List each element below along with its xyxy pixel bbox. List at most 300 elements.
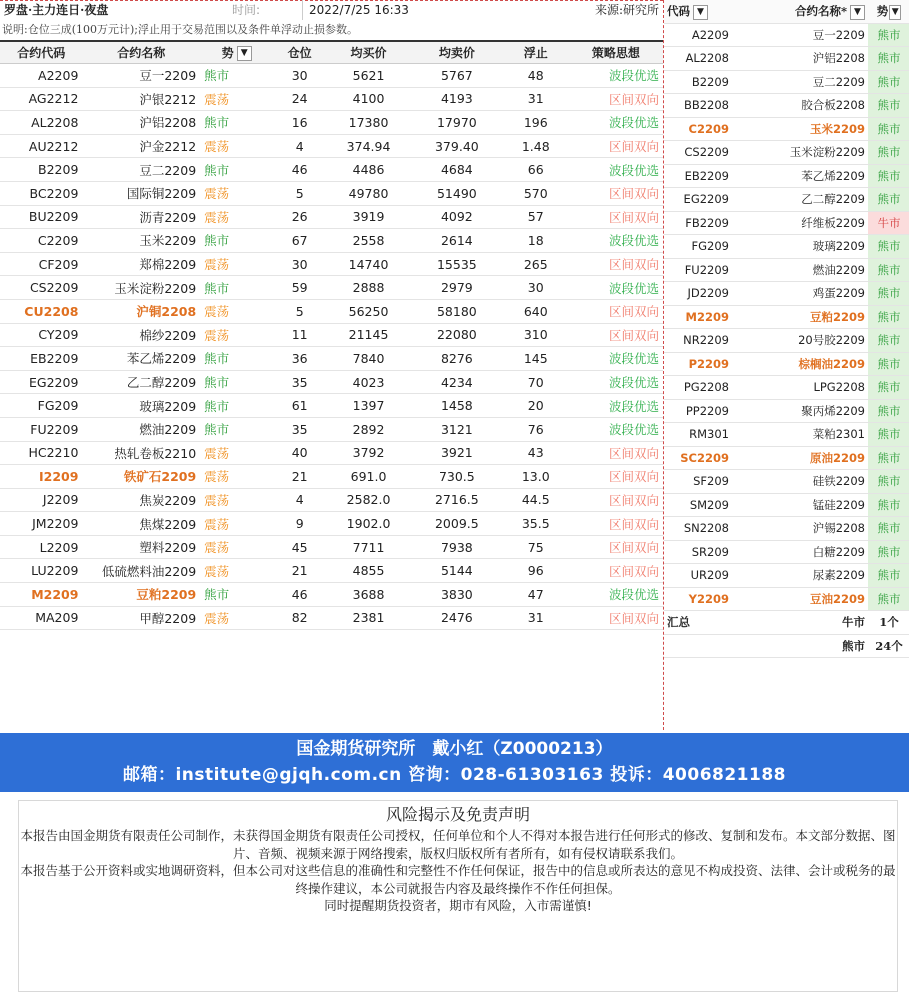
cell-strategy[interactable]: 区间双向 — [569, 87, 663, 111]
side-cell-trend[interactable]: 熊市 — [868, 94, 909, 118]
cell-name[interactable]: 低硫燃料油2209 — [82, 559, 200, 583]
cell-strategy[interactable]: 区间双向 — [569, 134, 663, 158]
cell-position[interactable]: 61 — [273, 394, 326, 418]
table-row[interactable] — [0, 299, 663, 323]
cell-position[interactable]: 9 — [273, 512, 326, 536]
cell-avg-sell[interactable]: 730.5 — [411, 465, 503, 489]
table-row[interactable] — [0, 181, 663, 205]
side-table-row[interactable] — [664, 493, 909, 517]
cell-code[interactable]: FG209 — [0, 394, 82, 418]
cell-name[interactable]: 燃油2209 — [82, 417, 200, 441]
cell-strategy[interactable]: 波段优选 — [569, 64, 663, 88]
cell-float-stop[interactable]: 570 — [503, 181, 569, 205]
side-cell-code[interactable]: JD2209 — [664, 282, 732, 306]
cell-avg-buy[interactable]: 14740 — [326, 252, 411, 276]
side-cell-trend[interactable]: 熊市 — [868, 329, 909, 353]
side-cell-trend[interactable]: 熊市 — [868, 470, 909, 494]
cell-code[interactable]: HC2210 — [0, 441, 82, 465]
cell-strategy[interactable]: 波段优选 — [569, 583, 663, 607]
cell-trend[interactable]: 震荡 — [200, 252, 273, 276]
side-cell-name[interactable]: 沪铝2208 — [732, 47, 868, 71]
side-cell-name[interactable]: 原油2209 — [732, 446, 868, 470]
cell-position[interactable]: 21 — [273, 465, 326, 489]
side-table-row[interactable] — [664, 23, 909, 47]
cell-name[interactable]: 塑料2209 — [82, 535, 200, 559]
cell-trend[interactable]: 熊市 — [200, 347, 273, 371]
side-cell-trend[interactable]: 熊市 — [868, 23, 909, 47]
cell-name[interactable]: 棉纱2209 — [82, 323, 200, 347]
table-row[interactable] — [0, 606, 663, 630]
cell-float-stop[interactable]: 1.48 — [503, 134, 569, 158]
cell-float-stop[interactable]: 35.5 — [503, 512, 569, 536]
side-cell-trend[interactable]: 熊市 — [868, 352, 909, 376]
side-cell-code[interactable]: AL2208 — [664, 47, 732, 71]
cell-strategy[interactable]: 波段优选 — [569, 229, 663, 253]
cell-avg-sell[interactable]: 58180 — [411, 299, 503, 323]
cell-strategy[interactable]: 区间双向 — [569, 606, 663, 630]
cell-code[interactable]: B2209 — [0, 158, 82, 182]
cell-trend[interactable]: 震荡 — [200, 441, 273, 465]
cell-code[interactable]: CU2208 — [0, 299, 82, 323]
table-row[interactable] — [0, 229, 663, 253]
cell-avg-buy[interactable]: 2381 — [326, 606, 411, 630]
side-cell-name[interactable]: 玉米2209 — [732, 117, 868, 141]
side-table-row[interactable] — [664, 117, 909, 141]
cell-avg-sell[interactable]: 5144 — [411, 559, 503, 583]
side-table-row[interactable] — [664, 164, 909, 188]
side-cell-name[interactable]: 尿素2209 — [732, 564, 868, 588]
cell-strategy[interactable]: 区间双向 — [569, 441, 663, 465]
cell-avg-sell[interactable]: 2009.5 — [411, 512, 503, 536]
cell-avg-sell[interactable]: 7938 — [411, 535, 503, 559]
table-row[interactable] — [0, 441, 663, 465]
cell-float-stop[interactable]: 96 — [503, 559, 569, 583]
cell-avg-sell[interactable]: 4092 — [411, 205, 503, 229]
cell-float-stop[interactable]: 20 — [503, 394, 569, 418]
side-cell-name[interactable]: 硅铁2209 — [732, 470, 868, 494]
cell-strategy[interactable]: 区间双向 — [569, 488, 663, 512]
cell-position[interactable]: 40 — [273, 441, 326, 465]
cell-strategy[interactable]: 波段优选 — [569, 417, 663, 441]
cell-name[interactable]: 玻璃2209 — [82, 394, 200, 418]
cell-avg-sell[interactable]: 2716.5 — [411, 488, 503, 512]
side-cell-trend[interactable]: 熊市 — [868, 164, 909, 188]
cell-trend[interactable]: 熊市 — [200, 394, 273, 418]
table-row[interactable] — [0, 205, 663, 229]
side-table-row[interactable] — [664, 470, 909, 494]
side-table-row[interactable] — [664, 235, 909, 259]
cell-avg-buy[interactable]: 7840 — [326, 347, 411, 371]
cell-float-stop[interactable]: 31 — [503, 606, 569, 630]
side-col-trend[interactable]: 势 ▼ — [868, 0, 909, 23]
cell-trend[interactable]: 震荡 — [200, 323, 273, 347]
cell-avg-sell[interactable]: 8276 — [411, 347, 503, 371]
table-row[interactable] — [0, 370, 663, 394]
cell-code[interactable]: CY209 — [0, 323, 82, 347]
side-table-row[interactable] — [664, 329, 909, 353]
side-table-row[interactable] — [664, 188, 909, 212]
cell-name[interactable]: 沥青2209 — [82, 205, 200, 229]
cell-avg-buy[interactable]: 3688 — [326, 583, 411, 607]
cell-avg-buy[interactable]: 691.0 — [326, 465, 411, 489]
side-cell-code[interactable]: PP2209 — [664, 399, 732, 423]
cell-code[interactable]: FU2209 — [0, 417, 82, 441]
cell-avg-buy[interactable]: 17380 — [326, 111, 411, 135]
cell-float-stop[interactable]: 640 — [503, 299, 569, 323]
cell-avg-buy[interactable]: 4486 — [326, 158, 411, 182]
cell-strategy[interactable]: 区间双向 — [569, 205, 663, 229]
cell-avg-sell[interactable]: 51490 — [411, 181, 503, 205]
cell-trend[interactable]: 熊市 — [200, 370, 273, 394]
cell-position[interactable]: 82 — [273, 606, 326, 630]
cell-avg-sell[interactable]: 4193 — [411, 87, 503, 111]
side-cell-trend[interactable]: 熊市 — [868, 188, 909, 212]
cell-float-stop[interactable]: 43 — [503, 441, 569, 465]
side-cell-code[interactable]: B2209 — [664, 70, 732, 94]
cell-avg-buy[interactable]: 56250 — [326, 299, 411, 323]
side-cell-name[interactable]: 沪锡2208 — [732, 517, 868, 541]
cell-strategy[interactable]: 波段优选 — [569, 347, 663, 371]
side-cell-name[interactable]: 锰硅2209 — [732, 493, 868, 517]
cell-trend[interactable]: 熊市 — [200, 229, 273, 253]
cell-code[interactable]: AU2212 — [0, 134, 82, 158]
cell-float-stop[interactable]: 13.0 — [503, 465, 569, 489]
cell-avg-buy[interactable]: 49780 — [326, 181, 411, 205]
cell-avg-sell[interactable]: 3921 — [411, 441, 503, 465]
cell-position[interactable]: 36 — [273, 347, 326, 371]
cell-avg-sell[interactable]: 17970 — [411, 111, 503, 135]
side-cell-trend[interactable]: 熊市 — [868, 517, 909, 541]
cell-name[interactable]: 苯乙烯2209 — [82, 347, 200, 371]
cell-avg-buy[interactable]: 4100 — [326, 87, 411, 111]
side-cell-code[interactable]: P2209 — [664, 352, 732, 376]
side-table-row[interactable] — [664, 47, 909, 71]
cell-trend[interactable]: 震荡 — [200, 205, 273, 229]
cell-trend[interactable]: 震荡 — [200, 606, 273, 630]
side-table-row[interactable] — [664, 446, 909, 470]
table-row[interactable] — [0, 559, 663, 583]
cell-trend[interactable]: 震荡 — [200, 488, 273, 512]
cell-avg-sell[interactable]: 4234 — [411, 370, 503, 394]
table-row[interactable] — [0, 158, 663, 182]
cell-strategy[interactable]: 波段优选 — [569, 158, 663, 182]
cell-float-stop[interactable]: 30 — [503, 276, 569, 300]
cell-trend[interactable]: 熊市 — [200, 64, 273, 88]
side-cell-trend[interactable]: 熊市 — [868, 540, 909, 564]
side-table-row[interactable] — [664, 211, 909, 235]
cell-strategy[interactable]: 波段优选 — [569, 370, 663, 394]
cell-name[interactable]: 沪银2212 — [82, 87, 200, 111]
cell-float-stop[interactable]: 66 — [503, 158, 569, 182]
side-table-row[interactable] — [664, 399, 909, 423]
cell-name[interactable]: 豆一2209 — [82, 64, 200, 88]
side-col-name[interactable]: 合约名称* ▼ — [732, 0, 868, 23]
filter-dropdown-icon[interactable]: ▼ — [850, 5, 865, 20]
cell-position[interactable]: 5 — [273, 181, 326, 205]
cell-strategy[interactable]: 区间双向 — [569, 512, 663, 536]
side-cell-code[interactable]: C2209 — [664, 117, 732, 141]
cell-code[interactable]: CF209 — [0, 252, 82, 276]
cell-code[interactable]: EB2209 — [0, 347, 82, 371]
side-table-row[interactable] — [664, 141, 909, 165]
time-value[interactable]: 2022/7/25 16:33 — [302, 0, 419, 20]
cell-trend[interactable]: 震荡 — [200, 134, 273, 158]
cell-code[interactable]: LU2209 — [0, 559, 82, 583]
side-cell-code[interactable]: EG2209 — [664, 188, 732, 212]
side-cell-code[interactable]: NR2209 — [664, 329, 732, 353]
cell-name[interactable]: 铁矿石2209 — [82, 465, 200, 489]
side-cell-code[interactable]: SM209 — [664, 493, 732, 517]
cell-strategy[interactable]: 区间双向 — [569, 465, 663, 489]
cell-trend[interactable]: 震荡 — [200, 465, 273, 489]
cell-name[interactable]: 热轧卷板2210 — [82, 441, 200, 465]
table-row[interactable] — [0, 134, 663, 158]
side-cell-name[interactable]: 玉米淀粉2209 — [732, 141, 868, 165]
side-cell-trend[interactable]: 熊市 — [868, 117, 909, 141]
cell-code[interactable]: AL2208 — [0, 111, 82, 135]
cell-strategy[interactable]: 波段优选 — [569, 111, 663, 135]
cell-position[interactable]: 16 — [273, 111, 326, 135]
side-cell-trend[interactable]: 熊市 — [868, 564, 909, 588]
cell-float-stop[interactable]: 44.5 — [503, 488, 569, 512]
cell-code[interactable]: L2209 — [0, 535, 82, 559]
cell-avg-sell[interactable]: 3121 — [411, 417, 503, 441]
cell-strategy[interactable]: 波段优选 — [569, 276, 663, 300]
table-row[interactable] — [0, 276, 663, 300]
cell-position[interactable]: 35 — [273, 417, 326, 441]
cell-code[interactable]: C2209 — [0, 229, 82, 253]
cell-avg-sell[interactable]: 379.40 — [411, 134, 503, 158]
cell-position[interactable]: 21 — [273, 559, 326, 583]
side-cell-name[interactable]: 乙二醇2209 — [732, 188, 868, 212]
cell-float-stop[interactable]: 196 — [503, 111, 569, 135]
cell-name[interactable]: 沪铜2208 — [82, 299, 200, 323]
cell-name[interactable]: 焦煤2209 — [82, 512, 200, 536]
side-cell-code[interactable]: SC2209 — [664, 446, 732, 470]
cell-strategy[interactable]: 区间双向 — [569, 535, 663, 559]
cell-strategy[interactable]: 区间双向 — [569, 559, 663, 583]
side-cell-code[interactable]: CS2209 — [664, 141, 732, 165]
cell-avg-sell[interactable]: 22080 — [411, 323, 503, 347]
side-cell-trend[interactable]: 牛市 — [868, 211, 909, 235]
cell-avg-sell[interactable]: 1458 — [411, 394, 503, 418]
cell-strategy[interactable]: 区间双向 — [569, 252, 663, 276]
table-row[interactable] — [0, 512, 663, 536]
cell-avg-buy[interactable]: 5621 — [326, 64, 411, 88]
cell-avg-buy[interactable]: 2892 — [326, 417, 411, 441]
cell-name[interactable]: 豆粕2209 — [82, 583, 200, 607]
cell-code[interactable]: J2209 — [0, 488, 82, 512]
cell-trend[interactable]: 震荡 — [200, 87, 273, 111]
side-cell-name[interactable]: 燃油2209 — [732, 258, 868, 282]
side-cell-trend[interactable]: 熊市 — [868, 376, 909, 400]
side-table-row[interactable] — [664, 587, 909, 611]
cell-avg-sell[interactable]: 2614 — [411, 229, 503, 253]
cell-avg-buy[interactable]: 4023 — [326, 370, 411, 394]
cell-strategy[interactable]: 区间双向 — [569, 181, 663, 205]
col-trend[interactable]: 势 ▼ — [200, 42, 273, 64]
side-cell-code[interactable]: FG209 — [664, 235, 732, 259]
side-cell-code[interactable]: A2209 — [664, 23, 732, 47]
cell-position[interactable]: 30 — [273, 252, 326, 276]
cell-position[interactable]: 67 — [273, 229, 326, 253]
side-cell-trend[interactable]: 熊市 — [868, 282, 909, 306]
cell-name[interactable]: 郑棉2209 — [82, 252, 200, 276]
cell-trend[interactable]: 熊市 — [200, 158, 273, 182]
cell-code[interactable]: BC2209 — [0, 181, 82, 205]
cell-avg-buy[interactable]: 2888 — [326, 276, 411, 300]
side-cell-trend[interactable]: 熊市 — [868, 258, 909, 282]
cell-code[interactable]: AG2212 — [0, 87, 82, 111]
table-row[interactable] — [0, 87, 663, 111]
cell-trend[interactable]: 震荡 — [200, 181, 273, 205]
cell-code[interactable]: JM2209 — [0, 512, 82, 536]
cell-trend[interactable]: 震荡 — [200, 512, 273, 536]
table-row[interactable] — [0, 394, 663, 418]
cell-code[interactable]: CS2209 — [0, 276, 82, 300]
cell-avg-sell[interactable]: 2476 — [411, 606, 503, 630]
cell-avg-buy[interactable]: 4855 — [326, 559, 411, 583]
side-cell-code[interactable]: PG2208 — [664, 376, 732, 400]
side-cell-code[interactable]: RM301 — [664, 423, 732, 447]
side-cell-code[interactable]: EB2209 — [664, 164, 732, 188]
cell-position[interactable]: 24 — [273, 87, 326, 111]
cell-avg-buy[interactable]: 7711 — [326, 535, 411, 559]
side-cell-code[interactable]: FU2209 — [664, 258, 732, 282]
side-cell-code[interactable]: M2209 — [664, 305, 732, 329]
cell-avg-buy[interactable]: 2558 — [326, 229, 411, 253]
cell-avg-sell[interactable]: 2979 — [411, 276, 503, 300]
cell-avg-buy[interactable]: 3919 — [326, 205, 411, 229]
cell-trend[interactable]: 熊市 — [200, 417, 273, 441]
side-cell-name[interactable]: 白糖2209 — [732, 540, 868, 564]
cell-strategy[interactable]: 区间双向 — [569, 323, 663, 347]
side-cell-trend[interactable]: 熊市 — [868, 70, 909, 94]
table-row[interactable] — [0, 417, 663, 441]
cell-code[interactable]: M2209 — [0, 583, 82, 607]
cell-position[interactable]: 45 — [273, 535, 326, 559]
side-cell-name[interactable]: 聚丙烯2209 — [732, 399, 868, 423]
side-cell-trend[interactable]: 熊市 — [868, 141, 909, 165]
cell-float-stop[interactable]: 31 — [503, 87, 569, 111]
cell-position[interactable]: 11 — [273, 323, 326, 347]
side-table-row[interactable] — [664, 376, 909, 400]
side-cell-name[interactable]: 胶合板2208 — [732, 94, 868, 118]
cell-position[interactable]: 35 — [273, 370, 326, 394]
cell-float-stop[interactable]: 47 — [503, 583, 569, 607]
cell-position[interactable]: 5 — [273, 299, 326, 323]
cell-avg-buy[interactable]: 1902.0 — [326, 512, 411, 536]
filter-active-icon[interactable]: ▼ — [889, 5, 901, 20]
side-table-row[interactable] — [664, 94, 909, 118]
side-cell-name[interactable]: LPG2208 — [732, 376, 868, 400]
table-row[interactable] — [0, 111, 663, 135]
cell-position[interactable]: 4 — [273, 134, 326, 158]
side-cell-trend[interactable]: 熊市 — [868, 399, 909, 423]
cell-float-stop[interactable]: 70 — [503, 370, 569, 394]
cell-code[interactable]: A2209 — [0, 64, 82, 88]
side-cell-code[interactable]: SR209 — [664, 540, 732, 564]
cell-name[interactable]: 沪金2212 — [82, 134, 200, 158]
side-cell-code[interactable]: SN2208 — [664, 517, 732, 541]
side-cell-name[interactable]: 苯乙烯2209 — [732, 164, 868, 188]
cell-name[interactable]: 甲醇2209 — [82, 606, 200, 630]
filter-dropdown-icon[interactable]: ▼ — [237, 46, 252, 61]
side-cell-name[interactable]: 棕榈油2209 — [732, 352, 868, 376]
side-table-row[interactable] — [664, 564, 909, 588]
side-cell-code[interactable]: SF209 — [664, 470, 732, 494]
side-cell-trend[interactable]: 熊市 — [868, 423, 909, 447]
cell-name[interactable]: 乙二醇2209 — [82, 370, 200, 394]
cell-name[interactable]: 豆二2209 — [82, 158, 200, 182]
cell-avg-buy[interactable]: 21145 — [326, 323, 411, 347]
cell-position[interactable]: 46 — [273, 158, 326, 182]
cell-name[interactable]: 玉米2209 — [82, 229, 200, 253]
side-cell-name[interactable]: 菜粕2301 — [732, 423, 868, 447]
cell-trend[interactable]: 震荡 — [200, 559, 273, 583]
side-cell-name[interactable]: 玻璃2209 — [732, 235, 868, 259]
cell-position[interactable]: 30 — [273, 64, 326, 88]
side-table-row[interactable] — [664, 258, 909, 282]
cell-name[interactable]: 焦炭2209 — [82, 488, 200, 512]
side-cell-name[interactable]: 豆一2209 — [732, 23, 868, 47]
cell-trend[interactable]: 熊市 — [200, 111, 273, 135]
cell-name[interactable]: 玉米淀粉2209 — [82, 276, 200, 300]
side-cell-code[interactable]: BB2208 — [664, 94, 732, 118]
cell-float-stop[interactable]: 75 — [503, 535, 569, 559]
cell-avg-buy[interactable]: 374.94 — [326, 134, 411, 158]
side-table-row[interactable] — [664, 282, 909, 306]
cell-code[interactable]: BU2209 — [0, 205, 82, 229]
side-cell-code[interactable]: UR209 — [664, 564, 732, 588]
cell-float-stop[interactable]: 265 — [503, 252, 569, 276]
cell-name[interactable]: 沪铝2208 — [82, 111, 200, 135]
side-table-row[interactable] — [664, 423, 909, 447]
cell-trend[interactable]: 震荡 — [200, 535, 273, 559]
cell-avg-sell[interactable]: 15535 — [411, 252, 503, 276]
cell-avg-sell[interactable]: 5767 — [411, 64, 503, 88]
cell-strategy[interactable]: 区间双向 — [569, 299, 663, 323]
cell-float-stop[interactable]: 310 — [503, 323, 569, 347]
table-row[interactable] — [0, 488, 663, 512]
cell-float-stop[interactable]: 57 — [503, 205, 569, 229]
cell-trend[interactable]: 震荡 — [200, 299, 273, 323]
side-cell-code[interactable]: FB2209 — [664, 211, 732, 235]
table-row[interactable] — [0, 64, 663, 88]
table-row[interactable] — [0, 347, 663, 371]
cell-avg-sell[interactable]: 3830 — [411, 583, 503, 607]
side-col-code[interactable]: 代码 ▼ — [664, 0, 732, 23]
side-cell-trend[interactable]: 熊市 — [868, 493, 909, 517]
cell-trend[interactable]: 熊市 — [200, 276, 273, 300]
side-cell-trend[interactable]: 熊市 — [868, 587, 909, 611]
cell-name[interactable]: 国际铜2209 — [82, 181, 200, 205]
cell-avg-buy[interactable]: 1397 — [326, 394, 411, 418]
side-cell-name[interactable]: 纤维板2209 — [732, 211, 868, 235]
side-cell-trend[interactable]: 熊市 — [868, 235, 909, 259]
cell-position[interactable]: 26 — [273, 205, 326, 229]
side-cell-name[interactable]: 豆二2209 — [732, 70, 868, 94]
cell-float-stop[interactable]: 48 — [503, 64, 569, 88]
cell-position[interactable]: 59 — [273, 276, 326, 300]
side-table-row[interactable] — [664, 305, 909, 329]
cell-float-stop[interactable]: 145 — [503, 347, 569, 371]
cell-float-stop[interactable]: 18 — [503, 229, 569, 253]
cell-code[interactable]: EG2209 — [0, 370, 82, 394]
table-row[interactable] — [0, 583, 663, 607]
cell-trend[interactable]: 熊市 — [200, 583, 273, 607]
cell-position[interactable]: 4 — [273, 488, 326, 512]
